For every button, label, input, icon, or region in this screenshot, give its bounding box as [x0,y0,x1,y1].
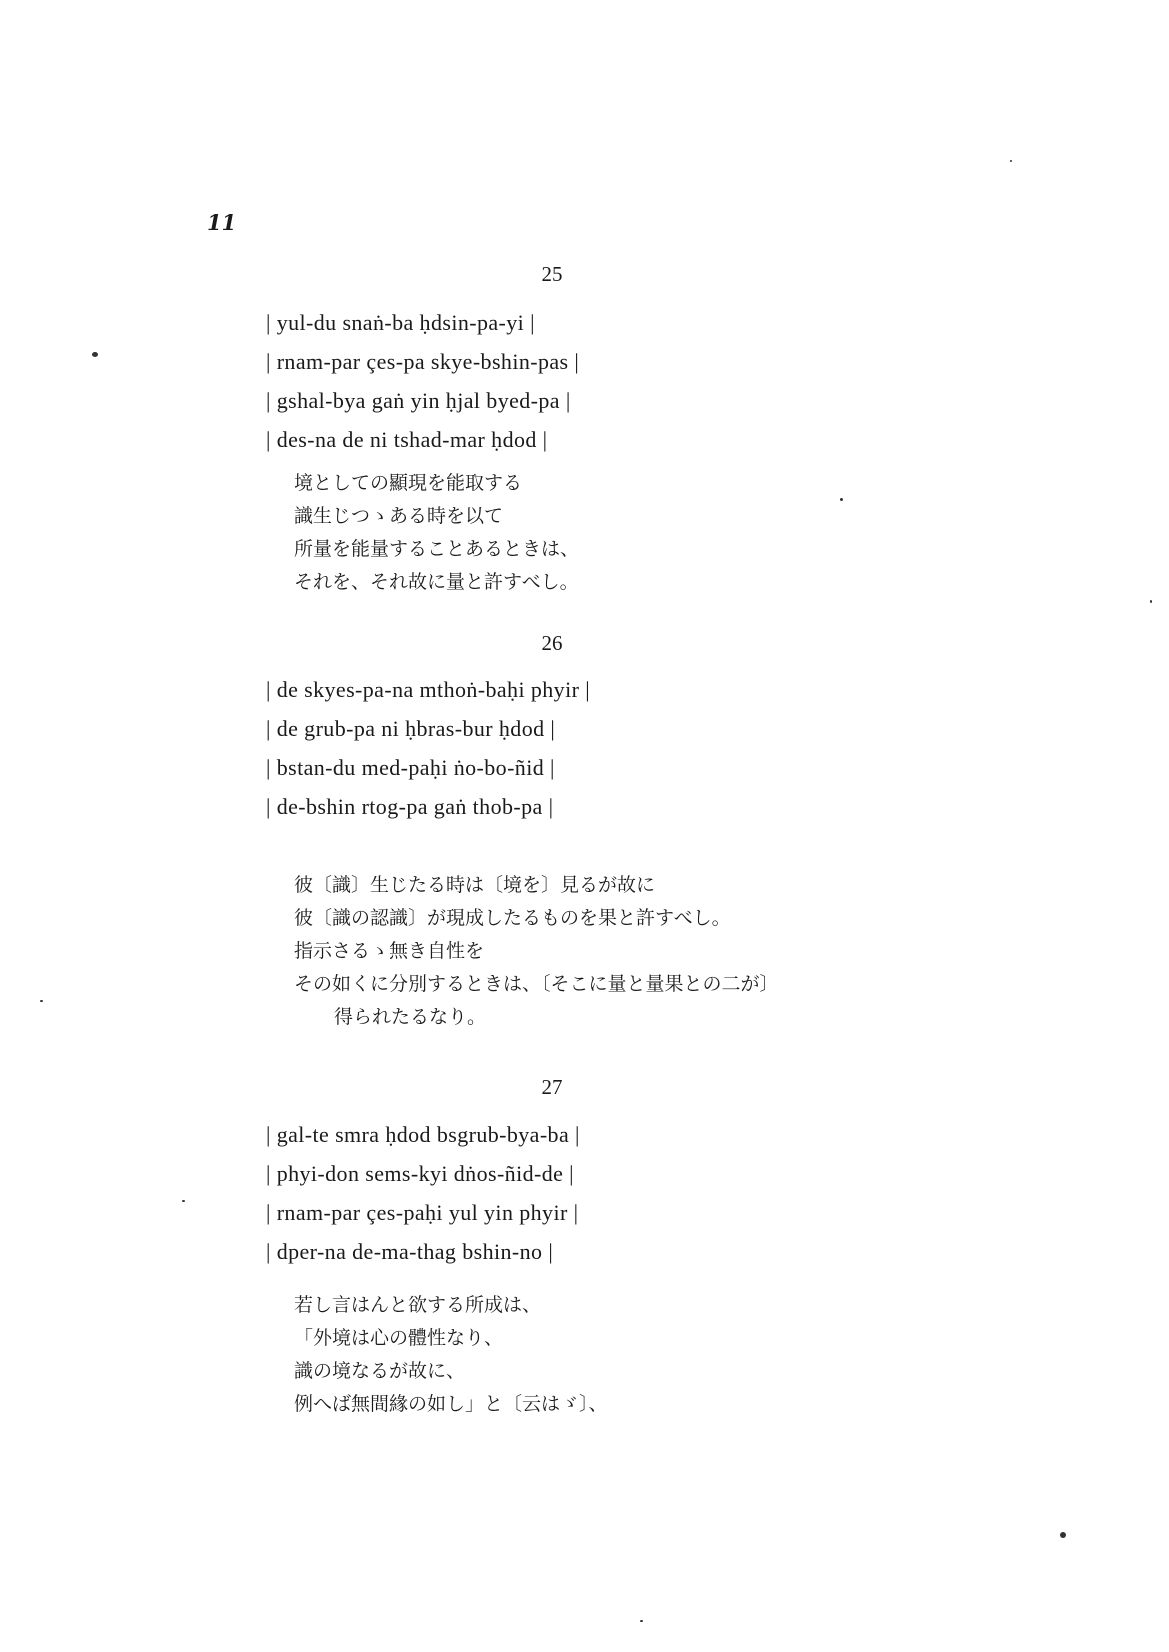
tibetan-line: | gshal-bya gaṅ yin ḥjal byed-pa | [266,388,571,413]
japanese-line: 識の境なるが故に、 [294,1360,466,1382]
tibetan-line: | rnam-par çes-paḥi yul yin phyir | [266,1200,579,1225]
japanese-line: 境としての顯現を能取する [294,472,523,494]
scan-speck [1060,1532,1066,1538]
tibetan-line: | rnam-par çes-pa skye-bshin-pas | [266,349,580,374]
japanese-translation [294,869,779,1034]
japanese-line: 「外境は心の體性なり、 [294,1327,504,1349]
tibetan-verse [266,670,590,826]
tibetan-line: | de grub-pa ni ḥbras-bur ḥdod | [266,716,556,741]
tibetan-line: | dper-na de-ma-thag bshin-no | [266,1239,554,1264]
japanese-line: 例へば無間緣の如し」と〔云はゞ〕、 [294,1393,608,1415]
tibetan-line: | bstan-du med-paḥi ṅo-bo-ñid | [266,755,555,780]
japanese-line: その如くに分別するときは、〔そこに量と量果との二が〕 [294,973,779,995]
japanese-line: 若し言はんと欲する所成は、 [294,1294,542,1316]
scan-speck [1150,600,1152,603]
japanese-line: 彼〔識〕生じたる時は〔境を〕見るが故に [294,874,656,896]
japanese-line: 得られたるなり。 [334,1006,487,1028]
scan-speck [40,1000,43,1002]
tibetan-verse [266,1115,580,1271]
verse-number: 25 [541,262,563,286]
japanese-line: それを、それ故に量と許すべし。 [294,571,579,593]
scan-speck [92,352,98,357]
scan-speck [1010,160,1012,162]
japanese-line: 識生じつゝある時を以て [294,505,504,527]
verse-number: 26 [541,631,563,655]
japanese-translation [294,1289,608,1421]
scan-speck [182,1200,185,1202]
scan-speck [840,498,843,501]
tibetan-line: | phyi-don sems-kyi dṅos-ñid-de | [266,1161,574,1186]
japanese-translation [294,467,579,599]
japanese-line: 所量を能量することあるときは、 [294,538,580,560]
tibetan-verse [266,303,579,459]
page-number: 11 [207,210,237,235]
tibetan-line: | gal-te smra ḥdod bsgrub-bya-ba | [266,1122,580,1147]
japanese-line: 指示さるゝ無き自性を [294,940,485,962]
tibetan-line: | des-na de ni tshad-mar ḥdod | [266,427,548,452]
verse-number: 27 [541,1075,563,1099]
tibetan-line: | de-bshin rtog-pa gaṅ thob-pa | [266,794,554,819]
tibetan-line: | de skyes-pa-na mthoṅ-baḥi phyir | [266,677,591,702]
japanese-line: 彼〔識の認識〕が現成したるものを果と許すべし。 [294,907,731,929]
tibetan-line: | yul-du snaṅ-ba ḥdsin-pa-yi | [266,310,535,335]
scan-speck [640,1620,643,1622]
